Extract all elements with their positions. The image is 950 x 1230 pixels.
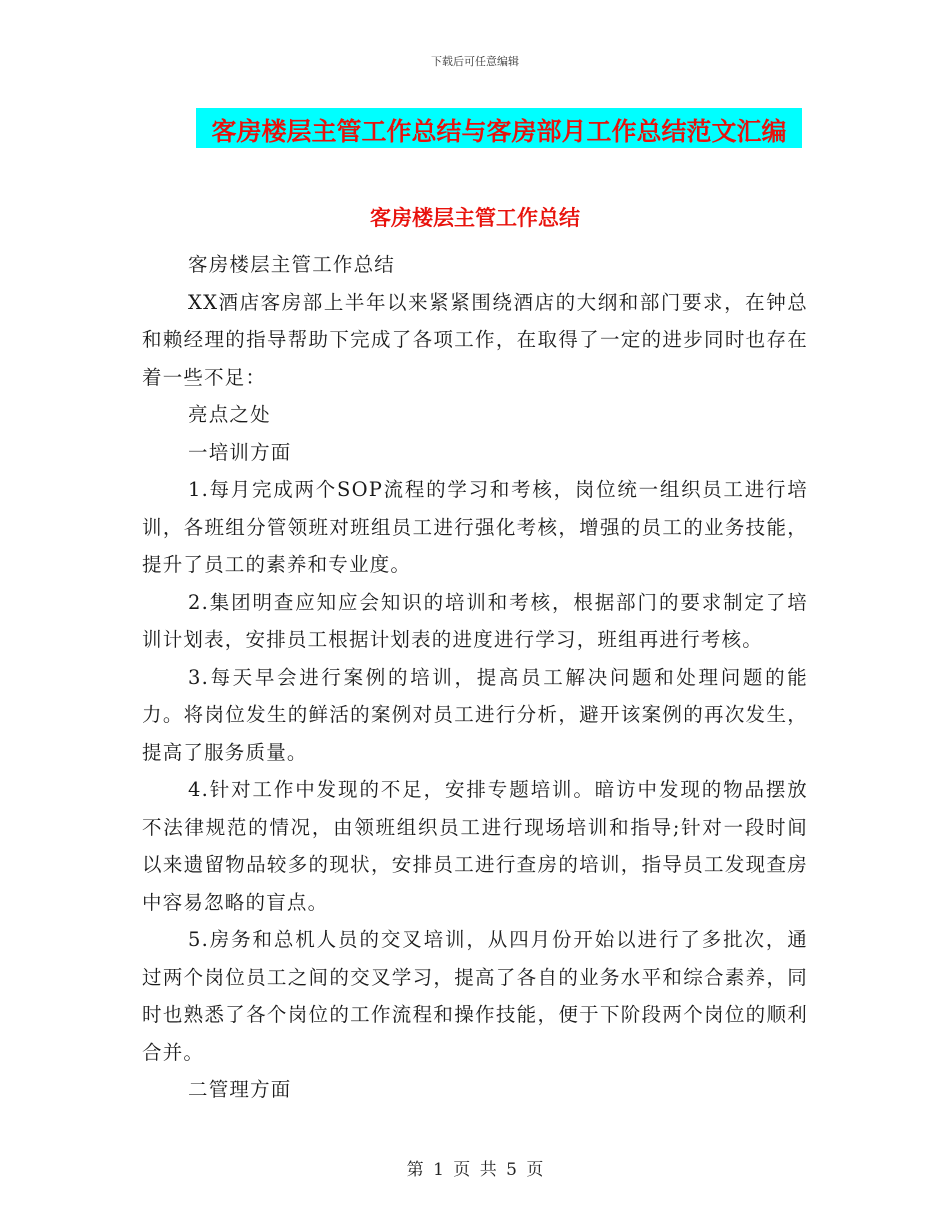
paragraph: 5.房务和总机人员的交叉培训，从四月份开始以进行了多批次，通过两个岗位员工之间的交叉学习，提高了各自的业务水平和综合素养，同时也熟悉了各个岗位的工作流程和操作技能，便于下阶段两个岗位的顺利合并。 bbox=[142, 928, 808, 1064]
document-title: 客房楼层主管工作总结与客房部月工作总结范文汇编 bbox=[211, 117, 787, 146]
document-body bbox=[142, 246, 808, 1109]
paragraph: 一培训方面 bbox=[188, 440, 292, 464]
section-title: 客房楼层主管工作总结 bbox=[370, 205, 580, 230]
paragraph: 4.针对工作中发现的不足，安排专题培训。暗访中发现的物品摆放不法律规范的情况，由领班组织员工进行现场培训和指导;针对一段时间以来遗留物品较多的现状，安排员工进行查房的培训，指导员工发现查房中容易忽略的盲点。 bbox=[142, 778, 808, 914]
paragraph: XX酒店客房部上半年以来紧紧围绕酒店的大纲和部门要求，在钟总和赖经理的指导帮助下完成了各项工作，在取得了一定的进步同时也存在着一些不足： bbox=[142, 290, 808, 389]
paragraph: 3.每天早会进行案例的培训，提高员工解决问题和处理问题的能力。将岗位发生的鲜活的案例对员工进行分析，避开该案例的再次发生，提高了服务质量。 bbox=[142, 665, 808, 764]
paragraph: 1.每月完成两个SOP流程的学习和考核，岗位统一组织员工进行培训，各班组分管领班对班组员工进行强化考核，增强的员工的业务技能，提升了员工的素养和专业度。 bbox=[142, 478, 808, 576]
page-number-footer: 第 1 页 共 5 页 bbox=[406, 1160, 544, 1180]
header-note: 下载后可任意编辑 bbox=[431, 55, 519, 68]
paragraph: 客房楼层主管工作总结 bbox=[188, 253, 396, 276]
paragraph: 2.集团明查应知应会知识的培训和考核，根据部门的要求制定了培训计划表，安排员工根据计划表的进度进行学习，班组再进行考核。 bbox=[142, 590, 808, 651]
paragraph: 二管理方面 bbox=[188, 1078, 292, 1101]
paragraph: 亮点之处 bbox=[188, 403, 271, 426]
